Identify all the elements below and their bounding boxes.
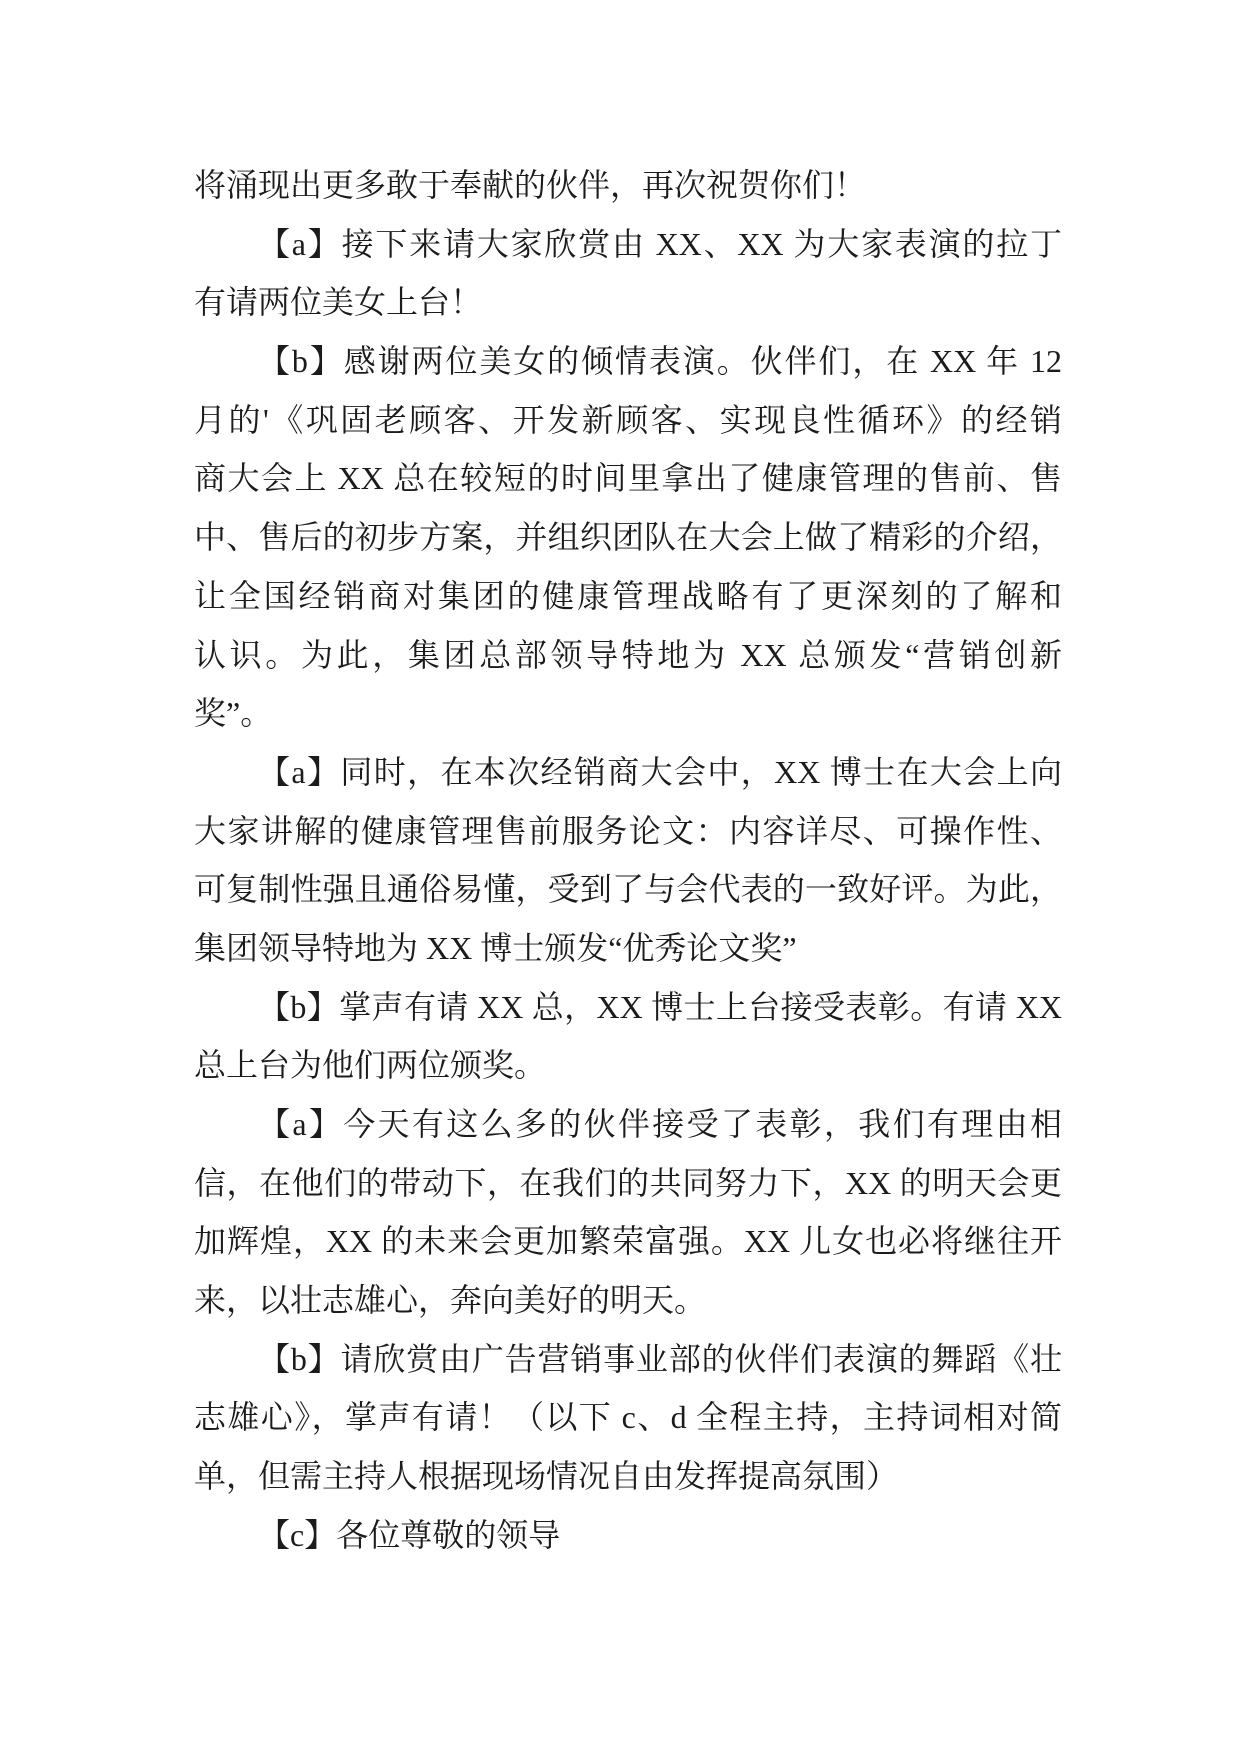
text-line: 【b】掌声有请 XX 总，XX 博士上台接受表彰。有请 XX <box>258 988 1062 1025</box>
paragraph <box>194 215 1062 332</box>
text-line: 【a】同时，在本次经销商大会中，XX 博士在大会上向 <box>258 753 1062 790</box>
text-line: 【a】今天有这么多的伙伴接受了表彰，我们有理由相 <box>258 1106 1062 1142</box>
text-line: 【b】请欣赏由广告营销事业部的伙伴们表演的舞蹈《壮 <box>258 1340 1062 1377</box>
text-line: 加辉煌，XX 的未来会更加繁荣富强。XX 儿女也必将继往开 <box>194 1223 1062 1260</box>
paragraph <box>194 1506 1062 1565</box>
paragraph <box>194 978 1062 1095</box>
text-line: 让全国经销商对集团的健康管理战略有了更深刻的了解和 <box>194 577 1062 614</box>
text-line: 集团领导特地为 XX 博士颁发“优秀论文奖” <box>194 929 797 966</box>
text-line: 商大会上 XX 总在较短的时间里拿出了健康管理的售前、售 <box>194 460 1062 497</box>
text-line: 【c】各位尊敬的领导 <box>258 1516 561 1553</box>
text-line: 大家讲解的健康管理售前服务论文：内容详尽、可操作性、 <box>194 812 1062 849</box>
text-line: 将涌现出更多敢于奉献的伙伴，再次祝贺你们！ <box>194 167 867 203</box>
paragraph <box>194 332 1062 743</box>
paragraph <box>194 1330 1062 1506</box>
paragraph <box>194 156 1062 215</box>
text-line: 信，在他们的带动下，在我们的共同努力下，XX 的明天会更 <box>194 1164 1062 1201</box>
text-line: 可复制性强且通俗易懂，受到了与会代表的一致好评。为此， <box>194 871 1062 908</box>
text-line: 总上台为他们两位颁奖。 <box>194 1047 547 1084</box>
paragraph <box>194 1095 1062 1330</box>
text-line: 【a】接下来请大家欣赏由 XX、XX 为大家表演的拉丁 <box>258 225 1062 262</box>
text-line: 有请两位美女上台！ <box>194 284 483 321</box>
text-line: 志雄心》，掌声有请！（以下 c、d 全程主持，主持词相对简 <box>194 1399 1062 1436</box>
paragraph <box>194 743 1062 978</box>
text-line: 单，但需主持人根据现场情况自由发挥提高氛围） <box>194 1458 899 1495</box>
text-line: 【b】感谢两位美女的倾情表演。伙伴们，在 XX 年 12 <box>258 343 1062 380</box>
text-line: 中、售后的初步方案，并组织团队在大会上做了精彩的介绍， <box>194 519 1062 556</box>
text-line: 认识。为此，集团总部领导特地为 XX 总颁发“营销创新 <box>194 636 1062 673</box>
text-line: 月的'《巩固老顾客、开发新顾客、实现良性循环》的经销 <box>194 401 1062 438</box>
text-line: 奖”。 <box>194 695 273 732</box>
text-line: 来，以壮志雄心，奔向美好的明天。 <box>194 1282 707 1319</box>
document-body <box>194 156 1062 1565</box>
